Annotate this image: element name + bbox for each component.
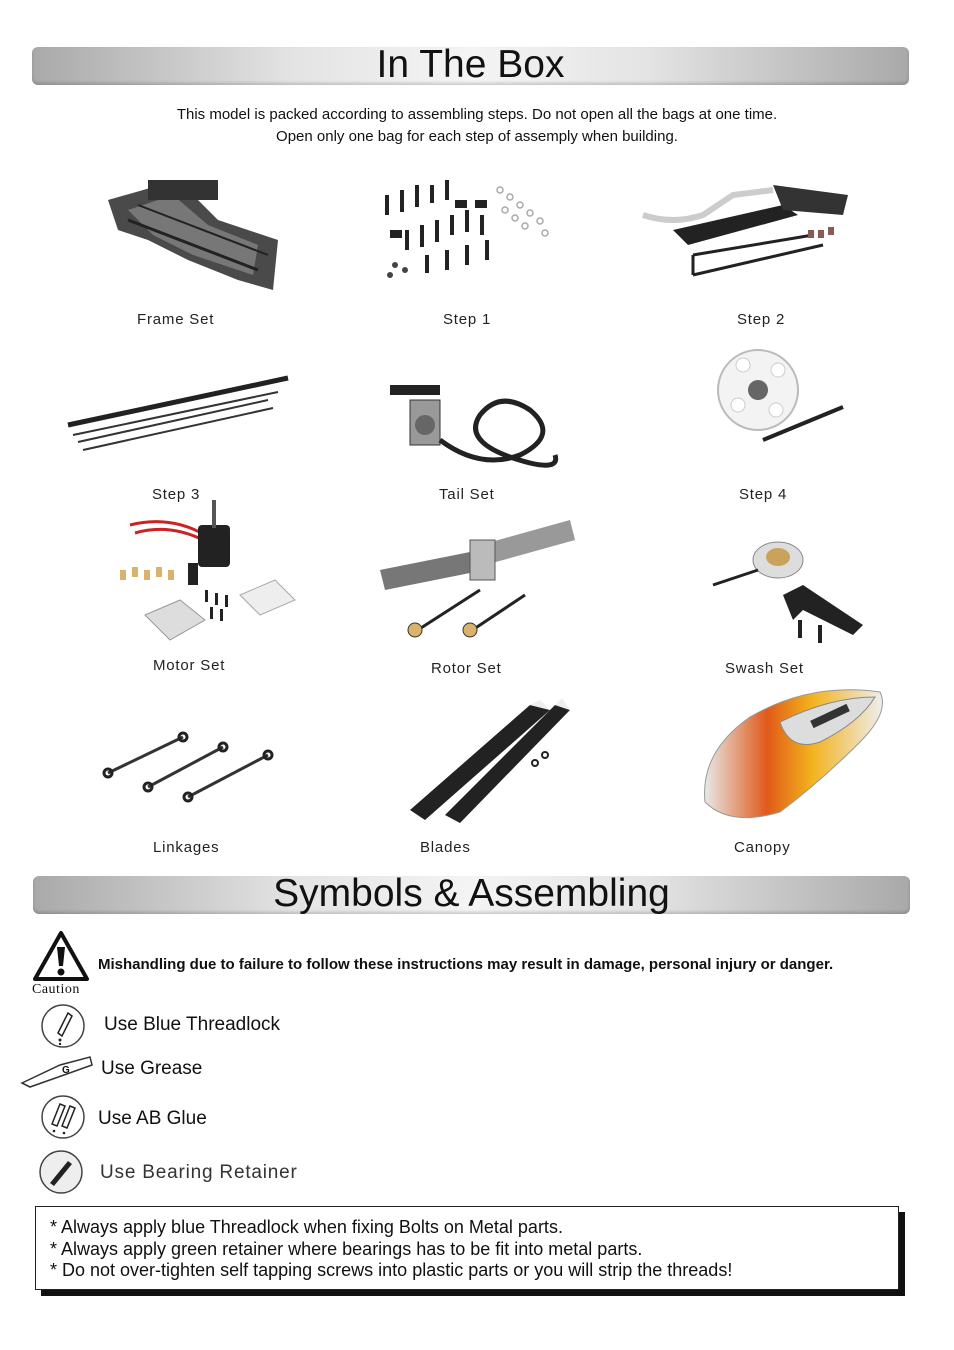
grease-icon	[20, 1055, 94, 1094]
intro-line-1: This model is packed according to assembling steps. Do not open all the bags at one time.	[176, 106, 778, 123]
step-3-image	[58, 360, 298, 460]
step-3-label: Step 3	[152, 486, 201, 503]
motor-set-label: Motor Set	[153, 657, 226, 674]
step-1-image	[345, 175, 585, 285]
step-4-image	[648, 345, 888, 455]
tail-set-image	[350, 375, 590, 475]
motor-set-image	[90, 495, 330, 655]
canopy-image	[670, 682, 910, 827]
caution-icon	[32, 930, 90, 987]
grease-badge: G	[62, 1065, 70, 1076]
linkages-label: Linkages	[153, 839, 220, 856]
blades-label: Blades	[420, 839, 471, 856]
note-tightening: * Do not over-tighten self tapping screws into plastic parts or you will strip the threads!	[50, 1260, 733, 1280]
swash-set-label: Swash Set	[725, 660, 804, 677]
notes-box	[35, 1206, 899, 1290]
threadlock-icon	[40, 1003, 86, 1054]
step-2-image	[628, 175, 868, 290]
section-banner-in-the-box	[32, 43, 909, 86]
note-threadlock: * Always apply blue Threadlock when fixing Bolts on Metal parts.	[50, 1217, 563, 1237]
blades-image	[365, 695, 605, 825]
rotor-set-image	[355, 510, 595, 650]
tail-set-label: Tail Set	[439, 486, 495, 503]
bearing-retainer-label: Use Bearing Retainer	[100, 1162, 298, 1183]
intro-line-2: Open only one bag for each step of assemply when building.	[276, 128, 678, 145]
frame-set-label: Frame Set	[137, 311, 215, 328]
canopy-label: Canopy	[734, 839, 791, 856]
ab-glue-label: Use AB Glue	[98, 1108, 207, 1129]
section-title: In The Box	[376, 43, 565, 86]
rotor-set-label: Rotor Set	[431, 660, 502, 677]
step-4-label: Step 4	[739, 486, 788, 503]
bearing-retainer-icon	[38, 1149, 84, 1200]
section-banner-symbols	[33, 872, 910, 915]
step-1-label: Step 1	[443, 311, 492, 328]
section-title: Symbols & Assembling	[273, 872, 670, 915]
swash-set-image	[668, 525, 908, 650]
grease-label: Use Grease	[101, 1058, 203, 1079]
threadlock-label: Use Blue Threadlock	[104, 1014, 281, 1035]
note-retainer: * Always apply green retainer where bearings has to be fit into metal parts.	[50, 1238, 643, 1259]
step-2-label: Step 2	[737, 311, 786, 328]
linkages-image	[68, 725, 308, 805]
ab-glue-icon	[40, 1094, 86, 1145]
caution-word: Caution	[32, 982, 80, 997]
caution-text: Mishandling due to failure to follow these instructions may result in damage, personal injury or danger.	[98, 956, 834, 973]
intro-text	[0, 104, 954, 148]
frame-set-image	[68, 170, 308, 305]
